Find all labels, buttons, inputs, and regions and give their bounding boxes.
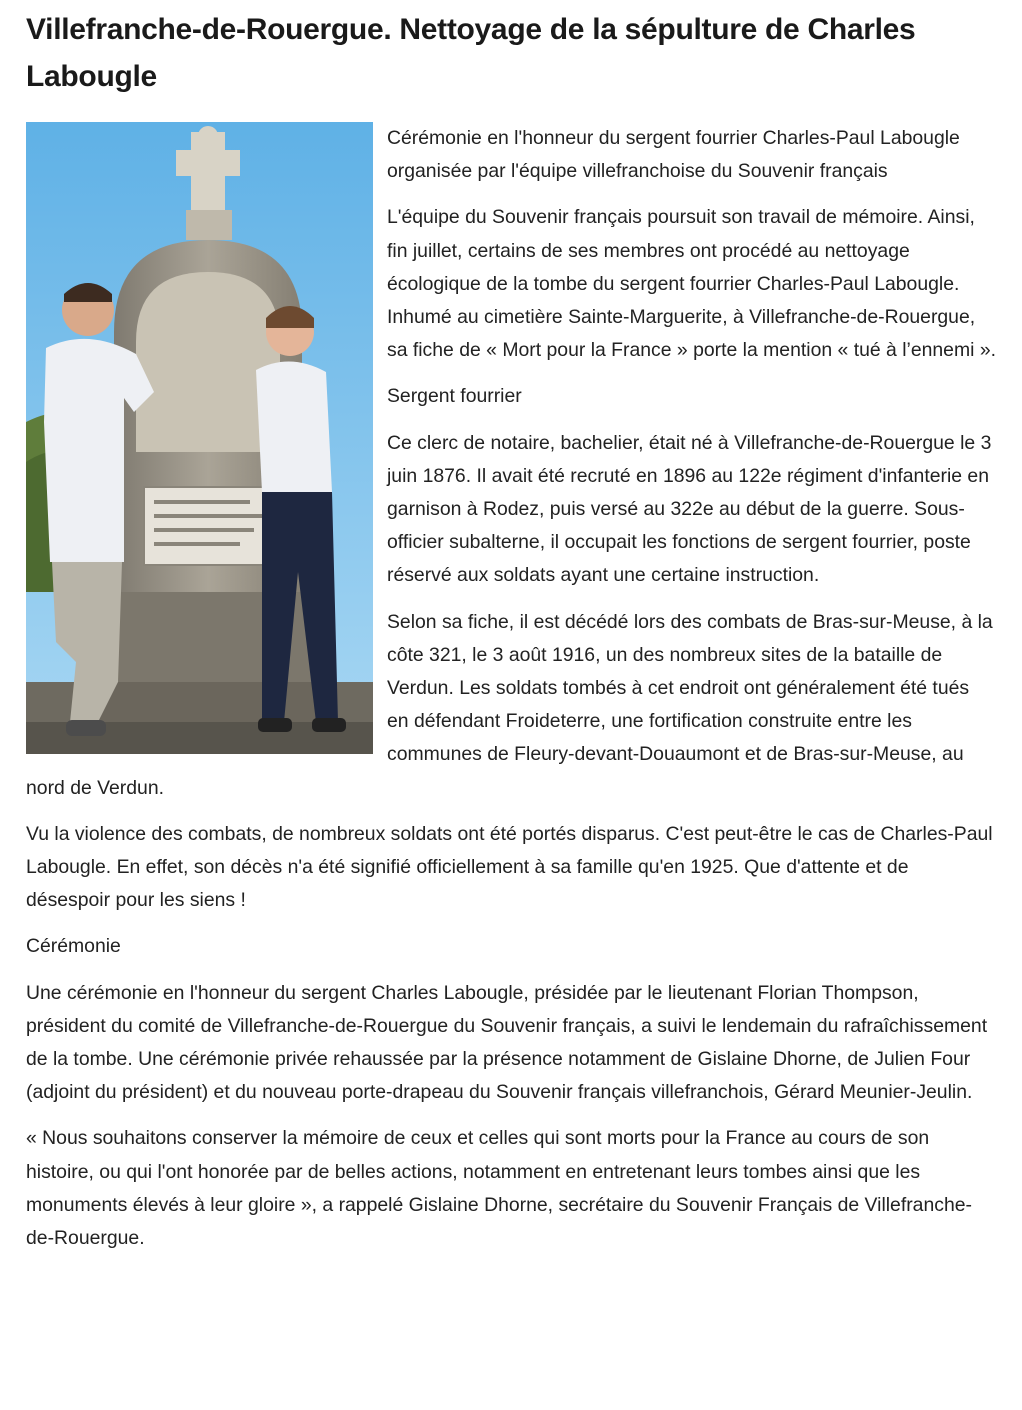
tomb-cleaning-photo (26, 122, 373, 754)
section-heading: Cérémonie (26, 935, 121, 958)
paragraph-body: Selon sa fiche, il est décédé lors des combats de Bras-sur-Meuse, à la côte 321, le 3 août 1916, un des nombreux sites de la bataille de Verdun. Les soldats tombés à cet endroit ont généralement été tués en défendant Froideterre, une fortification construite entre les communes de Fleury-devant-Douaumont et de Bras-sur-Meuse, au nord de Verdun. (26, 610, 993, 799)
article-title: Villefranche-de-Rouergue. Nettoyage de la sépulture de Charles Labougle (26, 13, 916, 93)
section-heading: Sergent fourrier (387, 385, 522, 408)
paragraph-quote: « Nous souhaitons conserver la mémoire de ceux et celles qui sont morts pour la France au cours de son histoire, ou qui l'ont honorée par de belles actions, notamment en entretenant leurs tombes ainsi que les monuments élevés à leur gloire », a rappelé Gislaine Dhorne, secrétaire du Souvenir Français de Villefranche-de-Rouergue. (26, 1127, 972, 1250)
paragraph-body: L'équipe du Souvenir français poursuit son travail de mémoire. Ainsi, fin juillet, certains de ses membres ont procédé au nettoyage écologique de la tombe du sergent fourrier Charles-Paul Labougle. Inhumé au cimetière Sainte-Marguerite, à Villefranche-de-Rouergue, sa fiche de « Mort pour la France » porte la mention « tué à l’ennemi ». (387, 206, 996, 362)
paragraph-body: Vu la violence des combats, de nombreux soldats ont été portés disparus. C'est peut-être le cas de Charles-Paul Labougle. En effet, son décès n'a été signifié officiellement à sa famille qu'en 1925. Que d'attente et de désespoir pour les siens ! (26, 822, 993, 912)
paragraph-body: Ce clerc de notaire, bachelier, était né à Villefranche-de-Rouergue le 3 juin 1876. Il avait été recruté en 1896 au 122e régiment d'infanterie en garnison à Rodez, puis versé au 322e au début de la guerre. Sous-officier subalterne, il occupait les fonctions de sergent fourrier, poste réservé aux soldats ayant une certaine instruction. (387, 431, 992, 587)
paragraph-intro: Cérémonie en l'honneur du sergent fourrier Charles-Paul Labougle organisée par l'équipe villefranchoise du Souvenir français (387, 127, 960, 183)
paragraph-body: Une cérémonie en l'honneur du sergent Charles Labougle, présidée par le lieutenant Florian Thompson, président du comité de Villefranche-de-Rouergue du Souvenir français, a suivi le lendemain du rafraîchissement de la tombe. Une cérémonie privée rehaussée par la présence notamment de Gislaine Dhorne, de Julien Four (adjoint du président) et du nouveau porte-drapeau du Souvenir français villefranchois, Gérard Meunier-Jeulin. (26, 981, 988, 1104)
